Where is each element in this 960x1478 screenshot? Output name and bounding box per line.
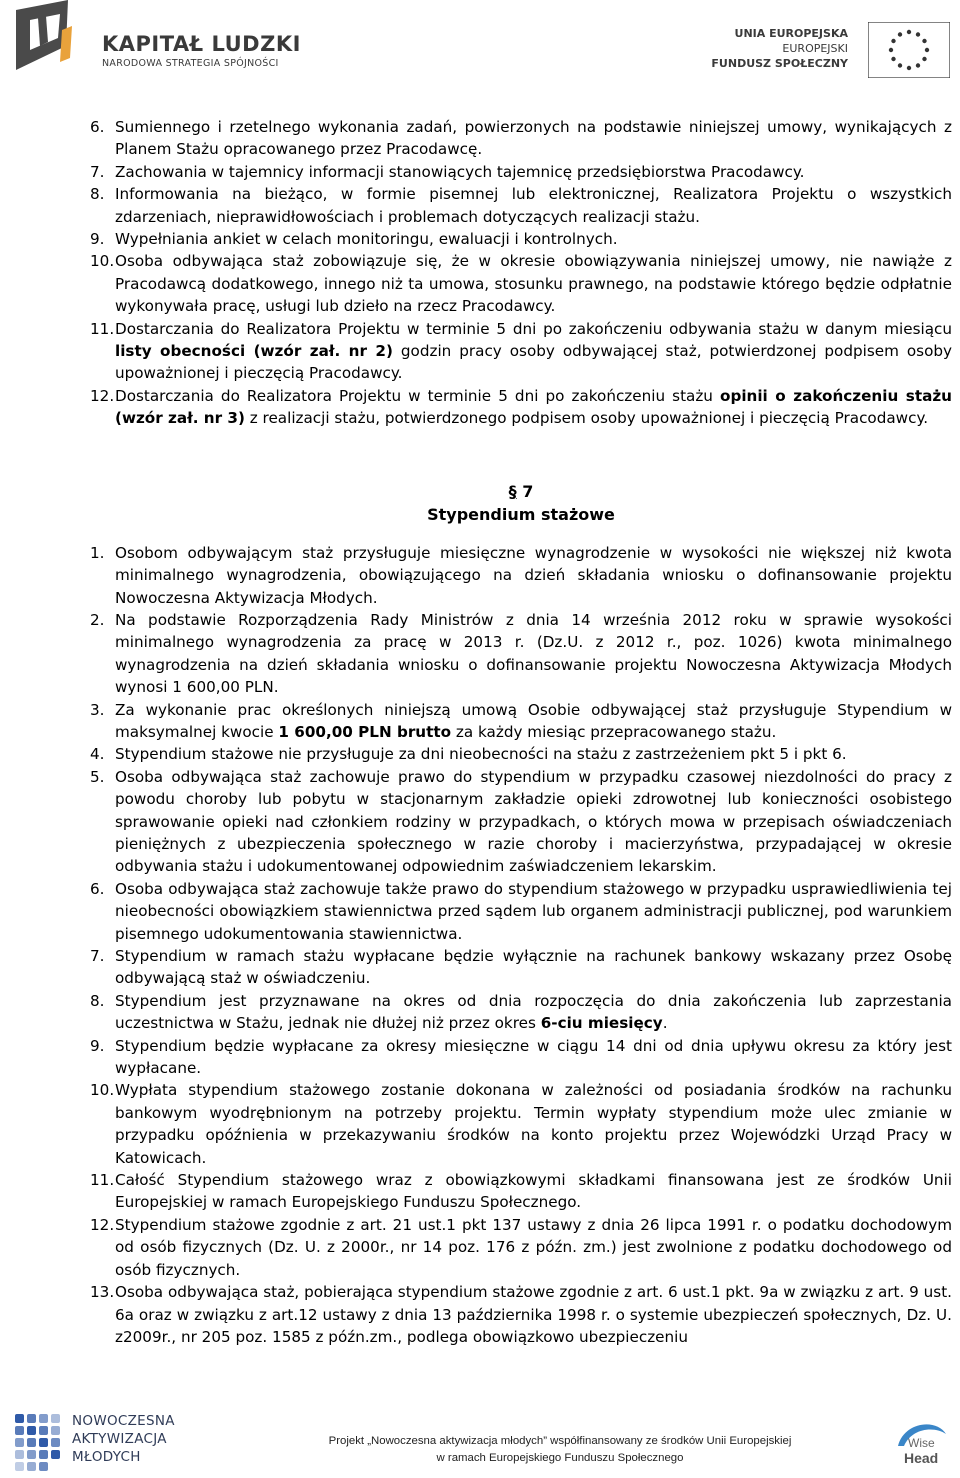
list-item (90, 228, 952, 250)
kapital-ludzki-title: KAPITAŁ LUDZKI (102, 32, 301, 56)
item-number: 13. (90, 1283, 115, 1302)
eu-logo-text (700, 26, 848, 71)
list-item (90, 990, 952, 1035)
dot-grid-icon (8, 1410, 78, 1472)
stipend-list (90, 542, 952, 1349)
section-heading (90, 480, 952, 526)
document-body (90, 116, 952, 1348)
item-text: Osobom odbywającym staż przysługuje miesięczne wynagrodzenie w wysokości nie większej niż kwota minimalnego wynagrodzenia, obowiązującego na dzień składania wniosku o dofinansowanie projektu Nowoczesna Aktywizacja Młodych. (115, 543, 952, 607)
logo-line-3: MŁODYCH (72, 1449, 141, 1465)
item-number: 10. (90, 252, 115, 271)
item-text: Za wykonanie prac określonych niniejszą umową Osobie odbywającej staż przysługuje Stypendium w maksymalnej kwocie (115, 700, 952, 741)
list-item (90, 699, 952, 744)
section-number-value: 7 (522, 481, 534, 501)
item-number: 3. (90, 700, 105, 719)
item-text: Osoba odbywająca staż, pobierająca stypendium stażowe zgodnie z art. 6 ust.1 pkt. 9a w związku z art. 9 ust. 6a oraz w związku z art.12 ustawy z dnia 13 października 1998 r. o systemie ubezpieczeń społecznych, Dz. U. z2009r., nr 205 poz. 1585 z późn.zm., podlega obowiązkowo ubezpieczeniu (115, 1283, 952, 1346)
eu-logo-line3: FUNDUSZ SPOŁECZNY (711, 57, 848, 70)
item-number: 9. (90, 1036, 105, 1055)
item-text: Informowania na bieżąco, w formie pisemnej lub elektronicznej, Realizatora Projektu o wszystkich zdarzeniach, nieprawidłowościach i problemach dotyczących realizacji stażu. (115, 185, 952, 226)
item-text: Zachowania w tajemnicy informacji stanowiących tajemnicę przedsiębiorstwa Pracodawcy. (115, 162, 805, 181)
item-text: Stypendium jest przyznawane na okres od dnia rozpoczęcia do dnia zakończenia lub zaprzestania uczestnictwa w Stażu, jednak nie dłużej niż przez okres (115, 991, 952, 1033)
item-bold-text: listy obecności (wzór zał. nr 2) (115, 342, 393, 361)
list-item (90, 161, 952, 183)
item-bold-text: opinii o zakończeniu stażu (wzór zał. nr 3) (115, 386, 952, 428)
item-number: 5. (90, 767, 105, 786)
eu-flag-icon (868, 22, 950, 78)
item-bold-text: 1 600,00 PLN brutto (278, 722, 452, 741)
list-item (90, 318, 952, 385)
item-text: Dostarczania do Realizatora Projektu w terminie 5 dni po zakończeniu odbywania stażu w danym miesiącu (115, 319, 952, 338)
footer-line-2: w ramach Europejskiego Funduszu Społecznego (436, 1452, 684, 1464)
list-item (90, 1214, 952, 1281)
section-title: Stypendium stażowe (427, 504, 615, 524)
item-text: Stypendium stażowe zgodnie z art. 21 ust.1 pkt 137 ustawy z dnia 26 lipca 1991 r. o podatku dochodowym od osób fizycznych (Dz. U. z 2000r., nr 14 poz. 176 z późn. zm.) jest zwolnione z podatku dochodowego od osób fizycznych. (115, 1215, 952, 1279)
list-item (90, 878, 952, 945)
eu-logo-line2: EUROPEJSKI (782, 42, 848, 55)
item-text: godzin pracy osoby odbywającej staż, potwierdzonej podpisem osoby upoważnionej i pieczęcią Pracodawcy. (115, 342, 952, 383)
item-text: Na podstawie Rozporządzenia Rady Ministrów z dnia 14 września 2012 roku w sprawie wysokości minimalnego wynagrodzenia za pracę w 2013 r. (Dz.U. z 2012 r., poz. 1026) kwota minimalnego wynagrodzenia na dzień składania wniosku o dofinansowanie projektu Nowoczesna Aktywizacja Młodych wynosi 1 600,00 PLN. (115, 610, 952, 697)
nowoczesna-aktywizacja-logo (8, 1406, 208, 1474)
item-number: 12. (90, 1215, 115, 1234)
list-item (90, 385, 952, 430)
eu-logo-line1: UNIA EUROPEJSKA (734, 27, 848, 40)
item-number: 7. (90, 947, 105, 965)
item-text: . (662, 1014, 668, 1033)
item-text: Stypendium w ramach stażu wypłacane będzie wyłącznie na rachunek bankowy wskazany przez Osobę odbywającą staż w oświadczeniu. (115, 947, 952, 988)
obligations-list (90, 116, 952, 430)
item-text: Wypłata stypendium stażowego zostanie dokonana w zależności od posiadania środków na rachunku bankowym wyodrębnionym na potrzeby projektu. Termin wypłaty stypendium może ulec zmianie w przypadku opóźnienia w przekazywaniu środków na konto projektu przez Wojewódzki Urząd Pracy w Katowicach. (115, 1081, 952, 1167)
item-text: za każdy miesiąc przepracowanego stażu. (451, 722, 777, 741)
eu-logo (700, 18, 950, 78)
list-item (90, 766, 952, 878)
wise-head-line-1: Wise (908, 1436, 935, 1450)
kapital-ludzki-logo (10, 0, 310, 80)
list-item (90, 1281, 952, 1348)
item-text: z realizacji stażu, potwierdzonego podpisem osoby upoważnionej i pieczęcią Pracodawcy. (244, 409, 929, 428)
item-text: Całość Stypendium stażowego wraz z obowiązkowymi składkami finansowana jest ze środków Unii Europejskiej w ramach Europejskiego Funduszu Społecznego. (115, 1171, 952, 1212)
item-text: Osoba odbywająca staż zachowuje także prawo do stypendium stażowego w przypadku usprawiedliwienia tej nieobecności obowiązkiem stawiennictwa przed sądem lub organem administracji publicznej, pod warunkiem pisemnego udokumentowania stawiennictwa. (115, 879, 952, 943)
item-number: 8. (90, 185, 105, 204)
list-item (90, 250, 952, 317)
item-number: 10. (90, 1081, 115, 1100)
item-text: Wypełniania ankiet w celach monitoringu, ewaluacji i kontrolnych. (115, 230, 618, 249)
list-item (90, 116, 952, 161)
item-text: Sumiennego i rzetelnego wykonania zadań, powierzonych na podstawie niniejszej umowy, wynikających z Planem Stażu opracowanego przez Pracodawcę. (115, 118, 952, 159)
section-number (90, 480, 952, 503)
item-number: 11. (90, 319, 115, 338)
kapital-ludzki-emblem-icon (10, 0, 88, 78)
item-text: Stypendium stażowe nie przysługuje za dni nieobecności na stażu z zastrzeżeniem pkt 5 i pkt 6. (115, 745, 847, 764)
logo-line-1: NOWOCZESNA (72, 1413, 175, 1429)
list-item (90, 743, 952, 765)
item-text: Osoba odbywająca staż zachowuje prawo do stypendium w przypadku czasowej niezdolności do pracy z powodu choroby lub pobytu w stacjonarnym zakładzie opieki zdrowotnej lub konieczności osobistego sprawowanie opieki nad członkiem rodziny w przypadkach, o których mowa w przepisach oświadczeniach pieniężnych z ubezpieczenia społecznego w razie choroby i macierzyństwa, przypadającej w okresie odbywania stażu i udokumentowanej odpowiednim zaświadczeniem lekarskim. (115, 767, 952, 876)
item-number: 6. (90, 118, 105, 136)
list-item (90, 945, 952, 990)
item-number: 12. (90, 386, 115, 405)
list-item (90, 609, 952, 699)
wise-head-logo (890, 1416, 950, 1474)
kapital-ludzki-subtitle: NARODOWA STRATEGIA SPÓJNOŚCI (102, 58, 279, 69)
item-number: 1. (90, 543, 105, 562)
item-text: Dostarczania do Realizatora Projektu w terminie 5 dni po zakończeniu stażu (115, 386, 721, 405)
item-number: 11. (90, 1171, 115, 1190)
item-text: Stypendium będzie wypłacane za okresy miesięczne w ciągu 14 dni od dnia upływu okresu za który jest wypłacane. (115, 1036, 952, 1078)
item-number: 2. (90, 610, 105, 629)
list-item (90, 1079, 952, 1169)
item-number: 9. (90, 230, 105, 249)
footer-line-1: Projekt „Nowoczesna aktywizacja młodych” współfinansowany ze środków Unii Europejskiej (328, 1435, 792, 1447)
footer-project-text (260, 1433, 860, 1467)
nowoczesna-logo-text (72, 1412, 175, 1466)
list-item (90, 1169, 952, 1214)
item-bold-text: 6-ciu miesięcy (540, 1014, 663, 1033)
list-item (90, 183, 952, 228)
item-number: 4. (90, 745, 105, 764)
item-number: 6. (90, 879, 105, 898)
item-text: Osoba odbywająca staż zobowiązuje się, że w okresie obowiązywania niniejszej umowy, nie nawiąże z Pracodawcą dodatkowego, innego niż ta umowa, stosunku prawnego, na podstawie którego będzie odpłatnie wykonywała pracę, usługi lub dzieło na rzecz Pracodawcy. (115, 252, 952, 316)
section-symbol: § (508, 481, 517, 501)
logo-line-2: AKTYWIZACJA (72, 1431, 167, 1447)
list-item (90, 542, 952, 609)
item-number: 8. (90, 991, 105, 1010)
wise-head-line-2: Head (904, 1450, 939, 1466)
item-number: 7. (90, 162, 105, 181)
list-item (90, 1035, 952, 1080)
